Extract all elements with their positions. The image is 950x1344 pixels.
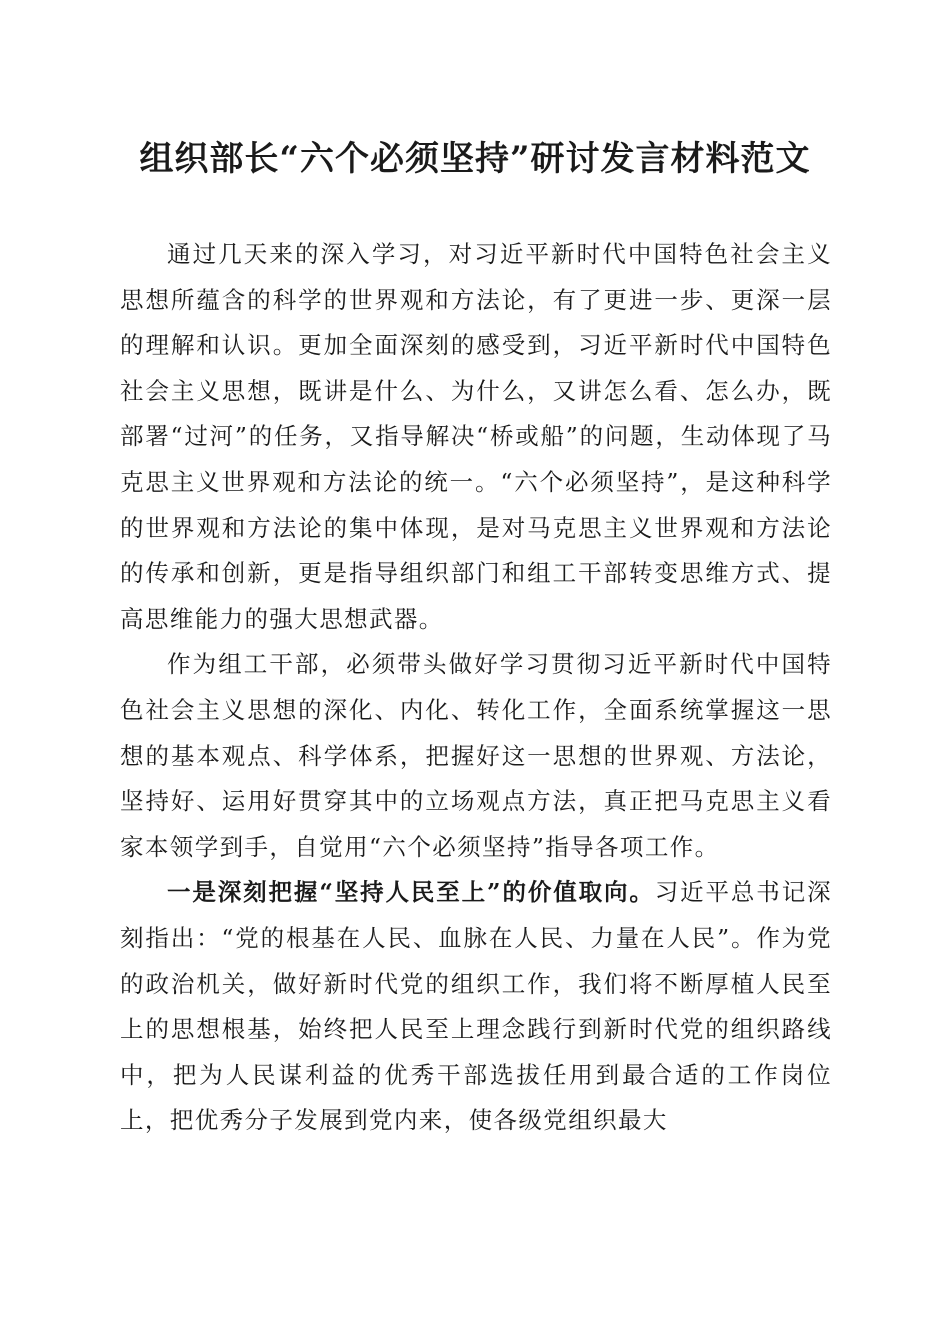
paragraph-1 [120, 232, 832, 642]
document-body [120, 232, 832, 1144]
paragraph-text: 作为组工干部，必须带头做好学习贯彻习近平新时代中国特色社会主义思想的深化、内化、转化工作，全面系统掌握这一思想的基本观点、科学体系，把握好这一思想的世界观、方法论，坚持好、运用好贯穿其中的立场观点方法，真正把马克思主义看家本领学到手，自觉用“六个必须坚持”指导各项工作。 [120, 650, 832, 861]
paragraph-text: 习近平总书记深刻指出：“党的根基在人民、血脉在人民、力量在人民”。作为党的政治机关，做好新时代党的组织工作，我们将不断厚植人民至上的思想根基，始终把人民至上理念践行到新时代党的组织路线中，把为人民谋利益的优秀干部选拔任用到最合适的工作岗位上，把优秀分子发展到党内来，使各级党组织最大 [120, 878, 832, 1135]
paragraph-3 [120, 870, 832, 1144]
paragraph-lead-heading: 一是深刻把握“坚持人民至上”的价值取向。 [167, 878, 655, 907]
paragraph-text: 通过几天来的深入学习，对习近平新时代中国特色社会主义思想所蕴含的科学的世界观和方法论，有了更进一步、更深一层的理解和认识。更加全面深刻的感受到，习近平新时代中国特色社会主义思想，既讲是什么、为什么，又讲怎么看、怎么办，既部署“过河”的任务，又指导解决“桥或船”的问题，生动体现了马克思主义世界观和方法论的统一。“六个必须坚持”，是这种科学的世界观和方法论的集中体现，是对马克思主义世界观和方法论的传承和创新，更是指导组织部门和组工干部转变思维方式、提高思维能力的强大思想武器。 [120, 240, 832, 633]
document-title: 组织部长“六个必须坚持”研讨发言材料范文 [139, 139, 811, 179]
paragraph-2 [120, 642, 832, 870]
